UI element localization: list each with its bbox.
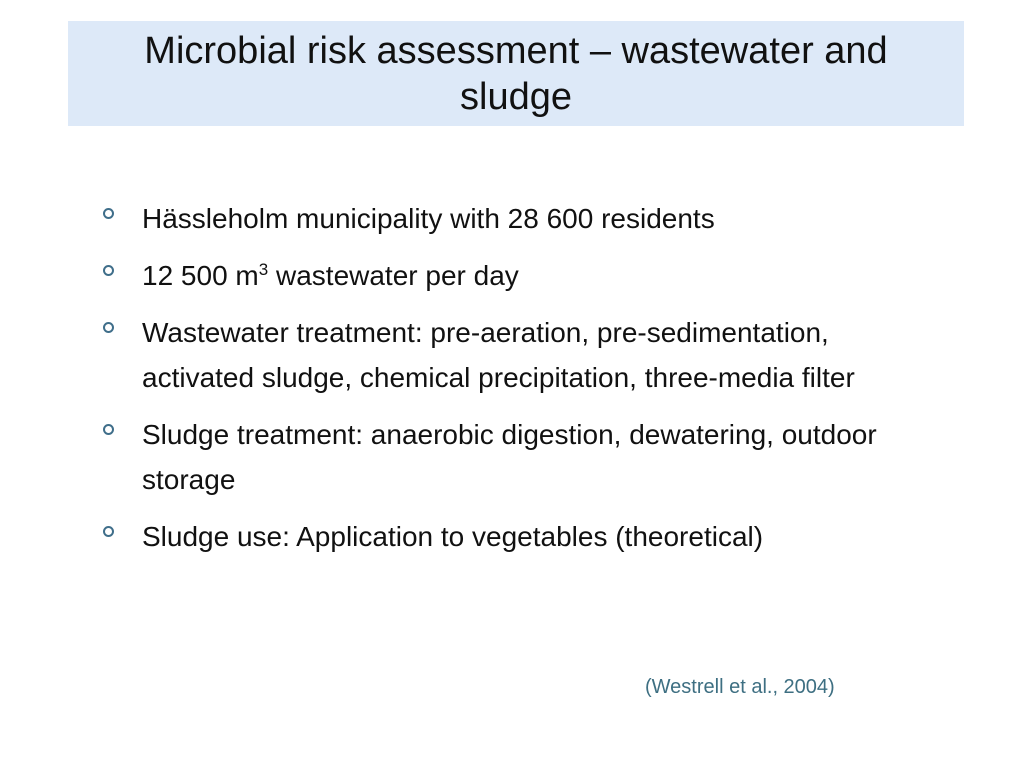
bullet-text-part: wastewater per day <box>268 260 519 291</box>
list-item <box>103 253 933 298</box>
bullet-text-part: 12 500 m <box>142 260 259 291</box>
superscript: 3 <box>258 260 269 279</box>
bullet-text <box>142 253 519 298</box>
title-banner <box>68 21 964 126</box>
bullet-text: Sludge treatment: anaerobic digestion, dewatering, outdoor storage <box>142 419 877 495</box>
list-item <box>103 514 933 559</box>
bullet-circle-icon <box>103 322 114 333</box>
bullet-text: Wastewater treatment: pre-aeration, pre-sedimentation, activated sludge, chemical precipitation, three-media filter <box>142 317 855 393</box>
list-item <box>103 196 933 241</box>
slide-title: Microbial risk assessment – wastewater and sludge <box>144 29 888 118</box>
bullet-circle-icon <box>103 208 114 219</box>
bullet-list <box>103 196 933 571</box>
bullet-text: Sludge use: Application to vegetables (theoretical) <box>142 521 764 552</box>
citation: (Westrell et al., 2004) <box>645 676 835 698</box>
bullet-circle-icon <box>103 526 114 537</box>
list-item <box>103 310 933 400</box>
bullet-circle-icon <box>103 265 114 276</box>
list-item <box>103 412 933 502</box>
bullet-text: Hässleholm municipality with 28 600 residents <box>142 203 715 234</box>
bullet-circle-icon <box>103 424 114 435</box>
